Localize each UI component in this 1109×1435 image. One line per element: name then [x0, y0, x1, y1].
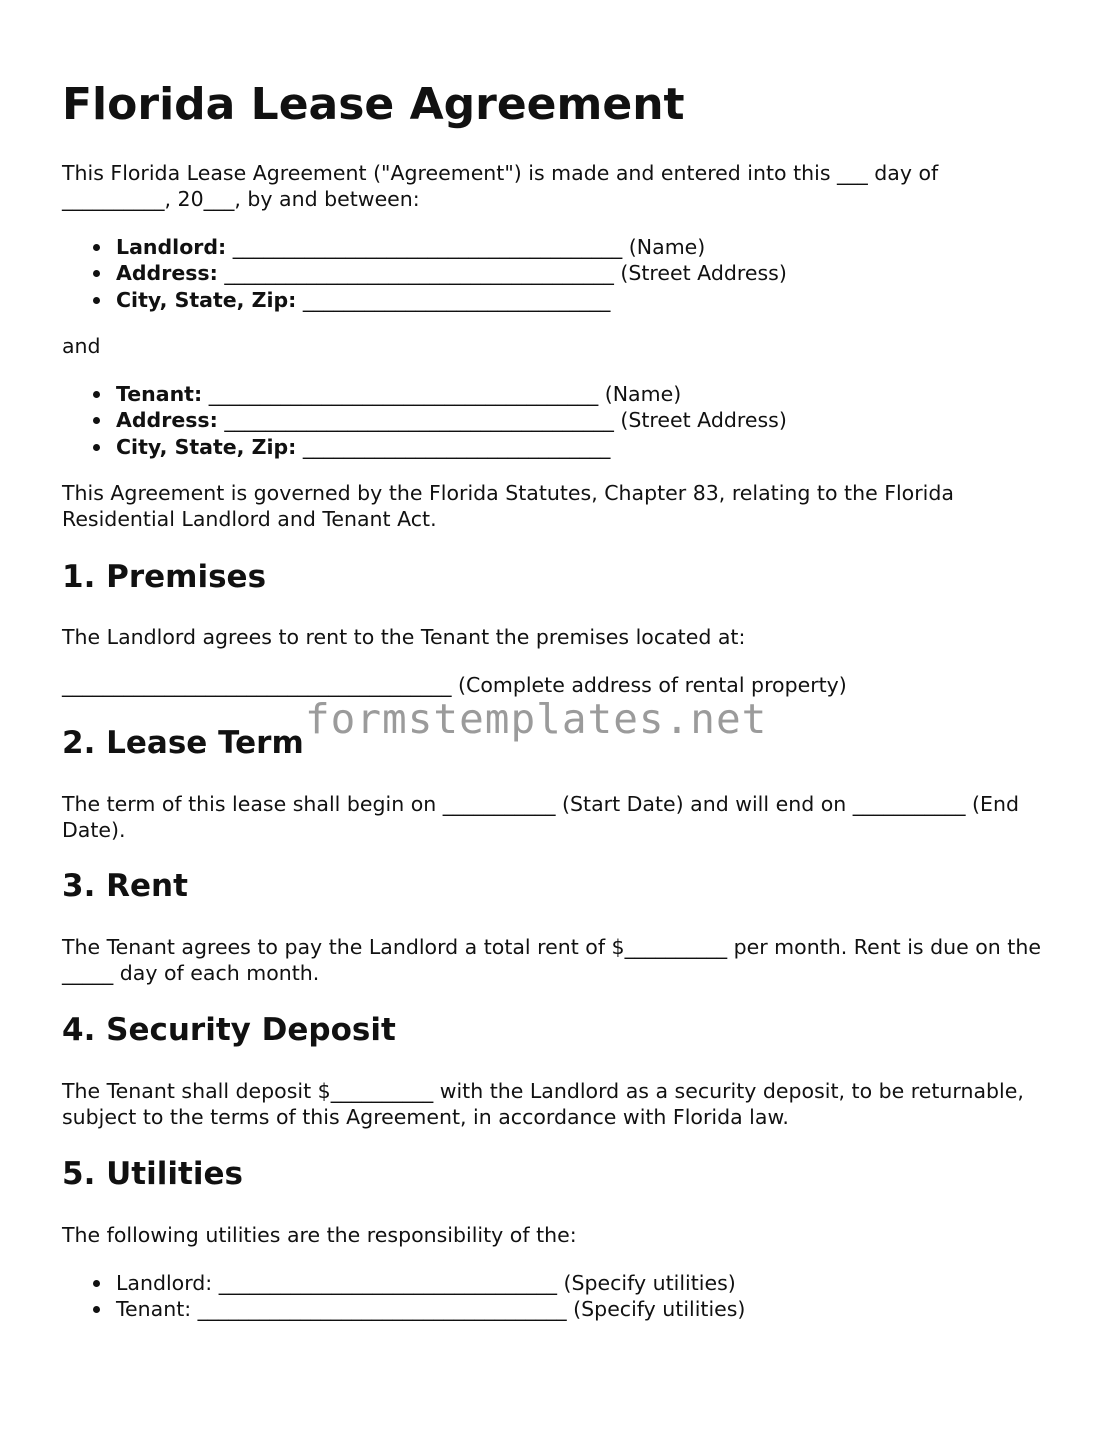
and-text: and: [62, 334, 101, 358]
governing-law-paragraph: This Agreement is governed by the Florida Statutes, Chapter 83, relating to the Florida Residential Landlord and Tenant Act.: [62, 481, 954, 531]
field-blank: ______________________________________ (Name): [202, 382, 682, 406]
landlord-details-list: [62, 234, 787, 313]
landlord-address-item: [62, 260, 787, 286]
field-blank: ______________________________________ (Street Address): [217, 261, 787, 286]
field-blank: ______________________________________ (Street Address): [217, 408, 787, 433]
field-blank: ______________________________________ (Name): [226, 235, 706, 259]
field-blank: ______________________________: [296, 287, 611, 312]
section-heading-lease-term: 2. Lease Term: [62, 725, 304, 761]
lease-term-text: The term of this lease shall begin on ___________ (Start Date) and will end on ___________ (End Date).: [62, 792, 1019, 842]
tenant-name-item: [62, 381, 787, 407]
field-label: Address:: [116, 408, 218, 433]
premises-address-line: ______________________________________ (Complete address of rental property): [62, 673, 847, 697]
intro-paragraph: This Florida Lease Agreement ("Agreement") is made and entered into this ___ day of __________, 20___, by and between:: [62, 161, 939, 211]
security-deposit-text: The Tenant shall deposit $__________ with the Landlord as a security deposit, to be returnable, subject to the terms of this Agreement, in accordance with Florida law.: [62, 1079, 1024, 1129]
field-label: Landlord:: [116, 235, 227, 259]
landlord-city-item: [62, 287, 787, 313]
utilities-landlord-item: Landlord: _________________________________ (Specify utilities): [62, 1270, 745, 1296]
field-label: Tenant:: [116, 382, 203, 406]
field-label: City, State, Zip:: [116, 434, 297, 459]
tenant-city-item: [62, 434, 787, 460]
tenant-details-list: [62, 381, 787, 460]
utilities-text: The following utilities are the responsibility of the:: [62, 1223, 577, 1247]
tenant-address-item: [62, 407, 787, 433]
section-heading-premises: 1. Premises: [62, 559, 267, 595]
watermark-text: formstemplates.net: [305, 695, 768, 743]
section-heading-rent: 3. Rent: [62, 868, 188, 904]
utilities-tenant-item: Tenant: ____________________________________ (Specify utilities): [62, 1296, 745, 1322]
field-blank: ______________________________: [296, 434, 611, 459]
utilities-list: [62, 1270, 745, 1323]
field-label: Address:: [116, 261, 218, 286]
section-heading-security-deposit: 4. Security Deposit: [62, 1012, 396, 1048]
document-title: Florida Lease Agreement: [62, 79, 685, 130]
section-heading-utilities: 5. Utilities: [62, 1156, 243, 1192]
field-label: City, State, Zip:: [116, 287, 297, 312]
rent-text: The Tenant agrees to pay the Landlord a total rent of $__________ per month. Rent is due on the _____ day of each month.: [62, 935, 1041, 985]
landlord-name-item: [62, 234, 787, 260]
premises-text: The Landlord agrees to rent to the Tenant the premises located at:: [62, 625, 746, 649]
